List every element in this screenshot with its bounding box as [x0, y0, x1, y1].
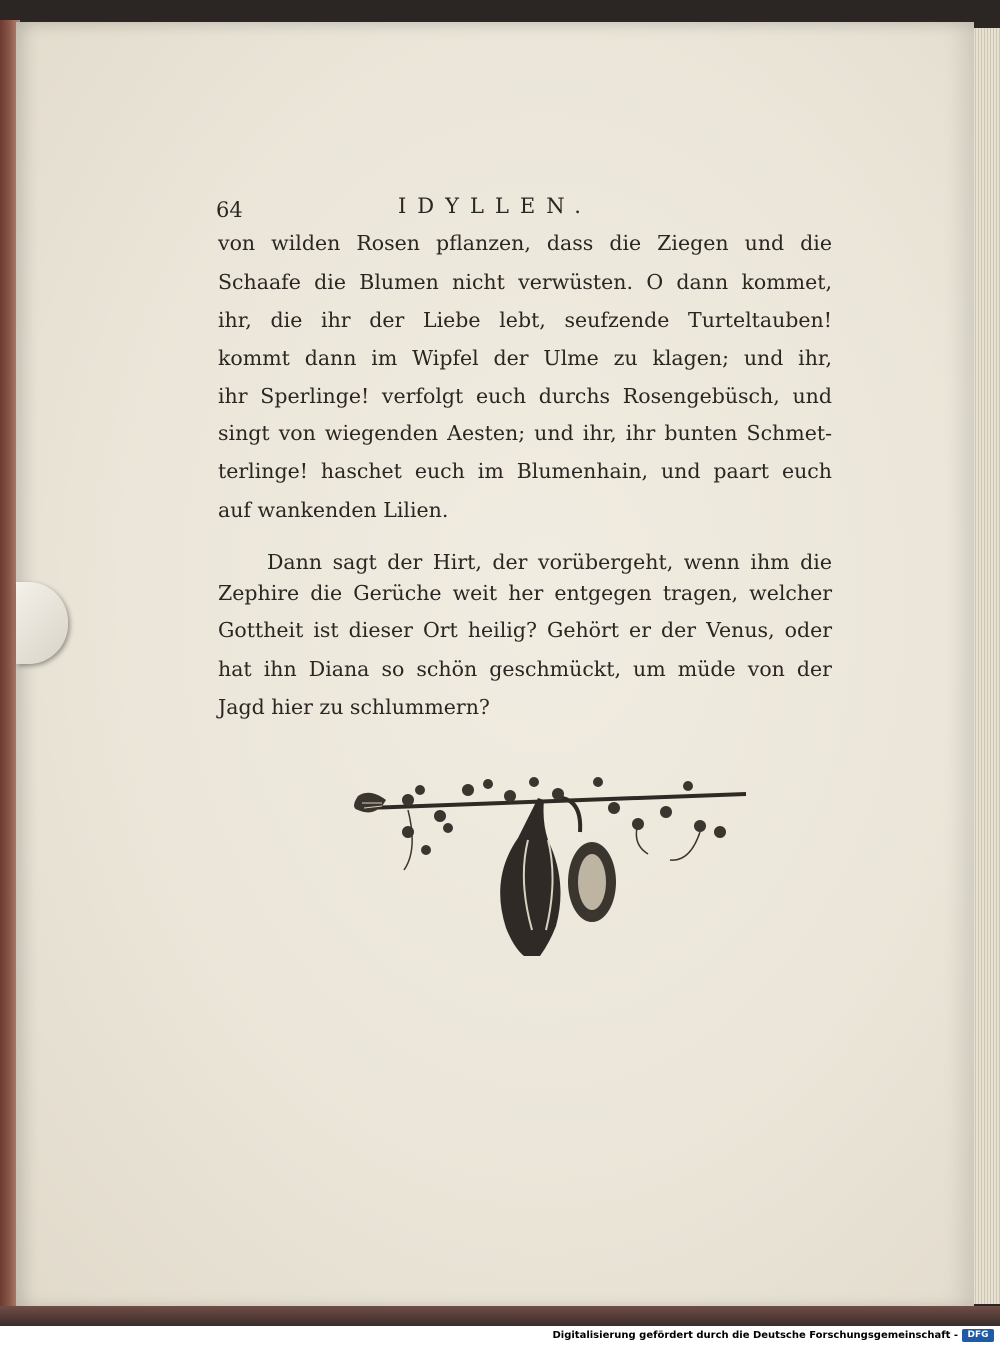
- text-line: Gottheit ist dieser Ort heilig? Gehört er der Venus, oder: [218, 618, 832, 642]
- dfg-logo-icon: DFG: [962, 1329, 994, 1342]
- text-line: Jagd hier zu schlummern?: [218, 695, 490, 719]
- text-line: Dann sagt der Hirt, der vorübergeht, wenn ihm die: [267, 550, 832, 574]
- text-line: Schaafe die Blumen nicht verwüsten. O dann kommet,: [218, 270, 832, 294]
- page-number: 64: [216, 198, 243, 222]
- text-line: von wilden Rosen pflanzen, dass die Ziegen und die: [218, 231, 832, 255]
- text-line: singt von wiegenden Aesten; und ihr, ihr bunten Schmet-: [218, 421, 832, 445]
- text-line: hat ihn Diana so schön geschmückt, um müde von der: [218, 657, 832, 681]
- text-line: ihr, die ihr der Liebe lebt, seufzende Turteltauben!: [218, 308, 832, 332]
- text-line: kommt dann im Wipfel der Ulme zu klagen; und ihr,: [218, 346, 832, 370]
- funding-credit: Digitalisierung gefördert durch die Deutsche Forschungsgemeinschaft -: [552, 1330, 958, 1341]
- bookmark-tab: [16, 582, 68, 664]
- book-bottom-edge: [0, 1306, 1000, 1326]
- text-line: terlinge! haschet euch im Blumenhain, und paart euch: [218, 459, 832, 483]
- text-line: Zephire die Gerüche weit her entgegen tragen, welcher: [218, 581, 832, 605]
- vase-vine-vignette-icon: [348, 770, 748, 960]
- running-title: IDYLLEN.: [398, 194, 592, 218]
- text-line: ihr Sperlinge! verfolgt euch durchs Rosengebüsch, und: [218, 384, 832, 408]
- text-line: auf wankenden Lilien.: [218, 498, 449, 522]
